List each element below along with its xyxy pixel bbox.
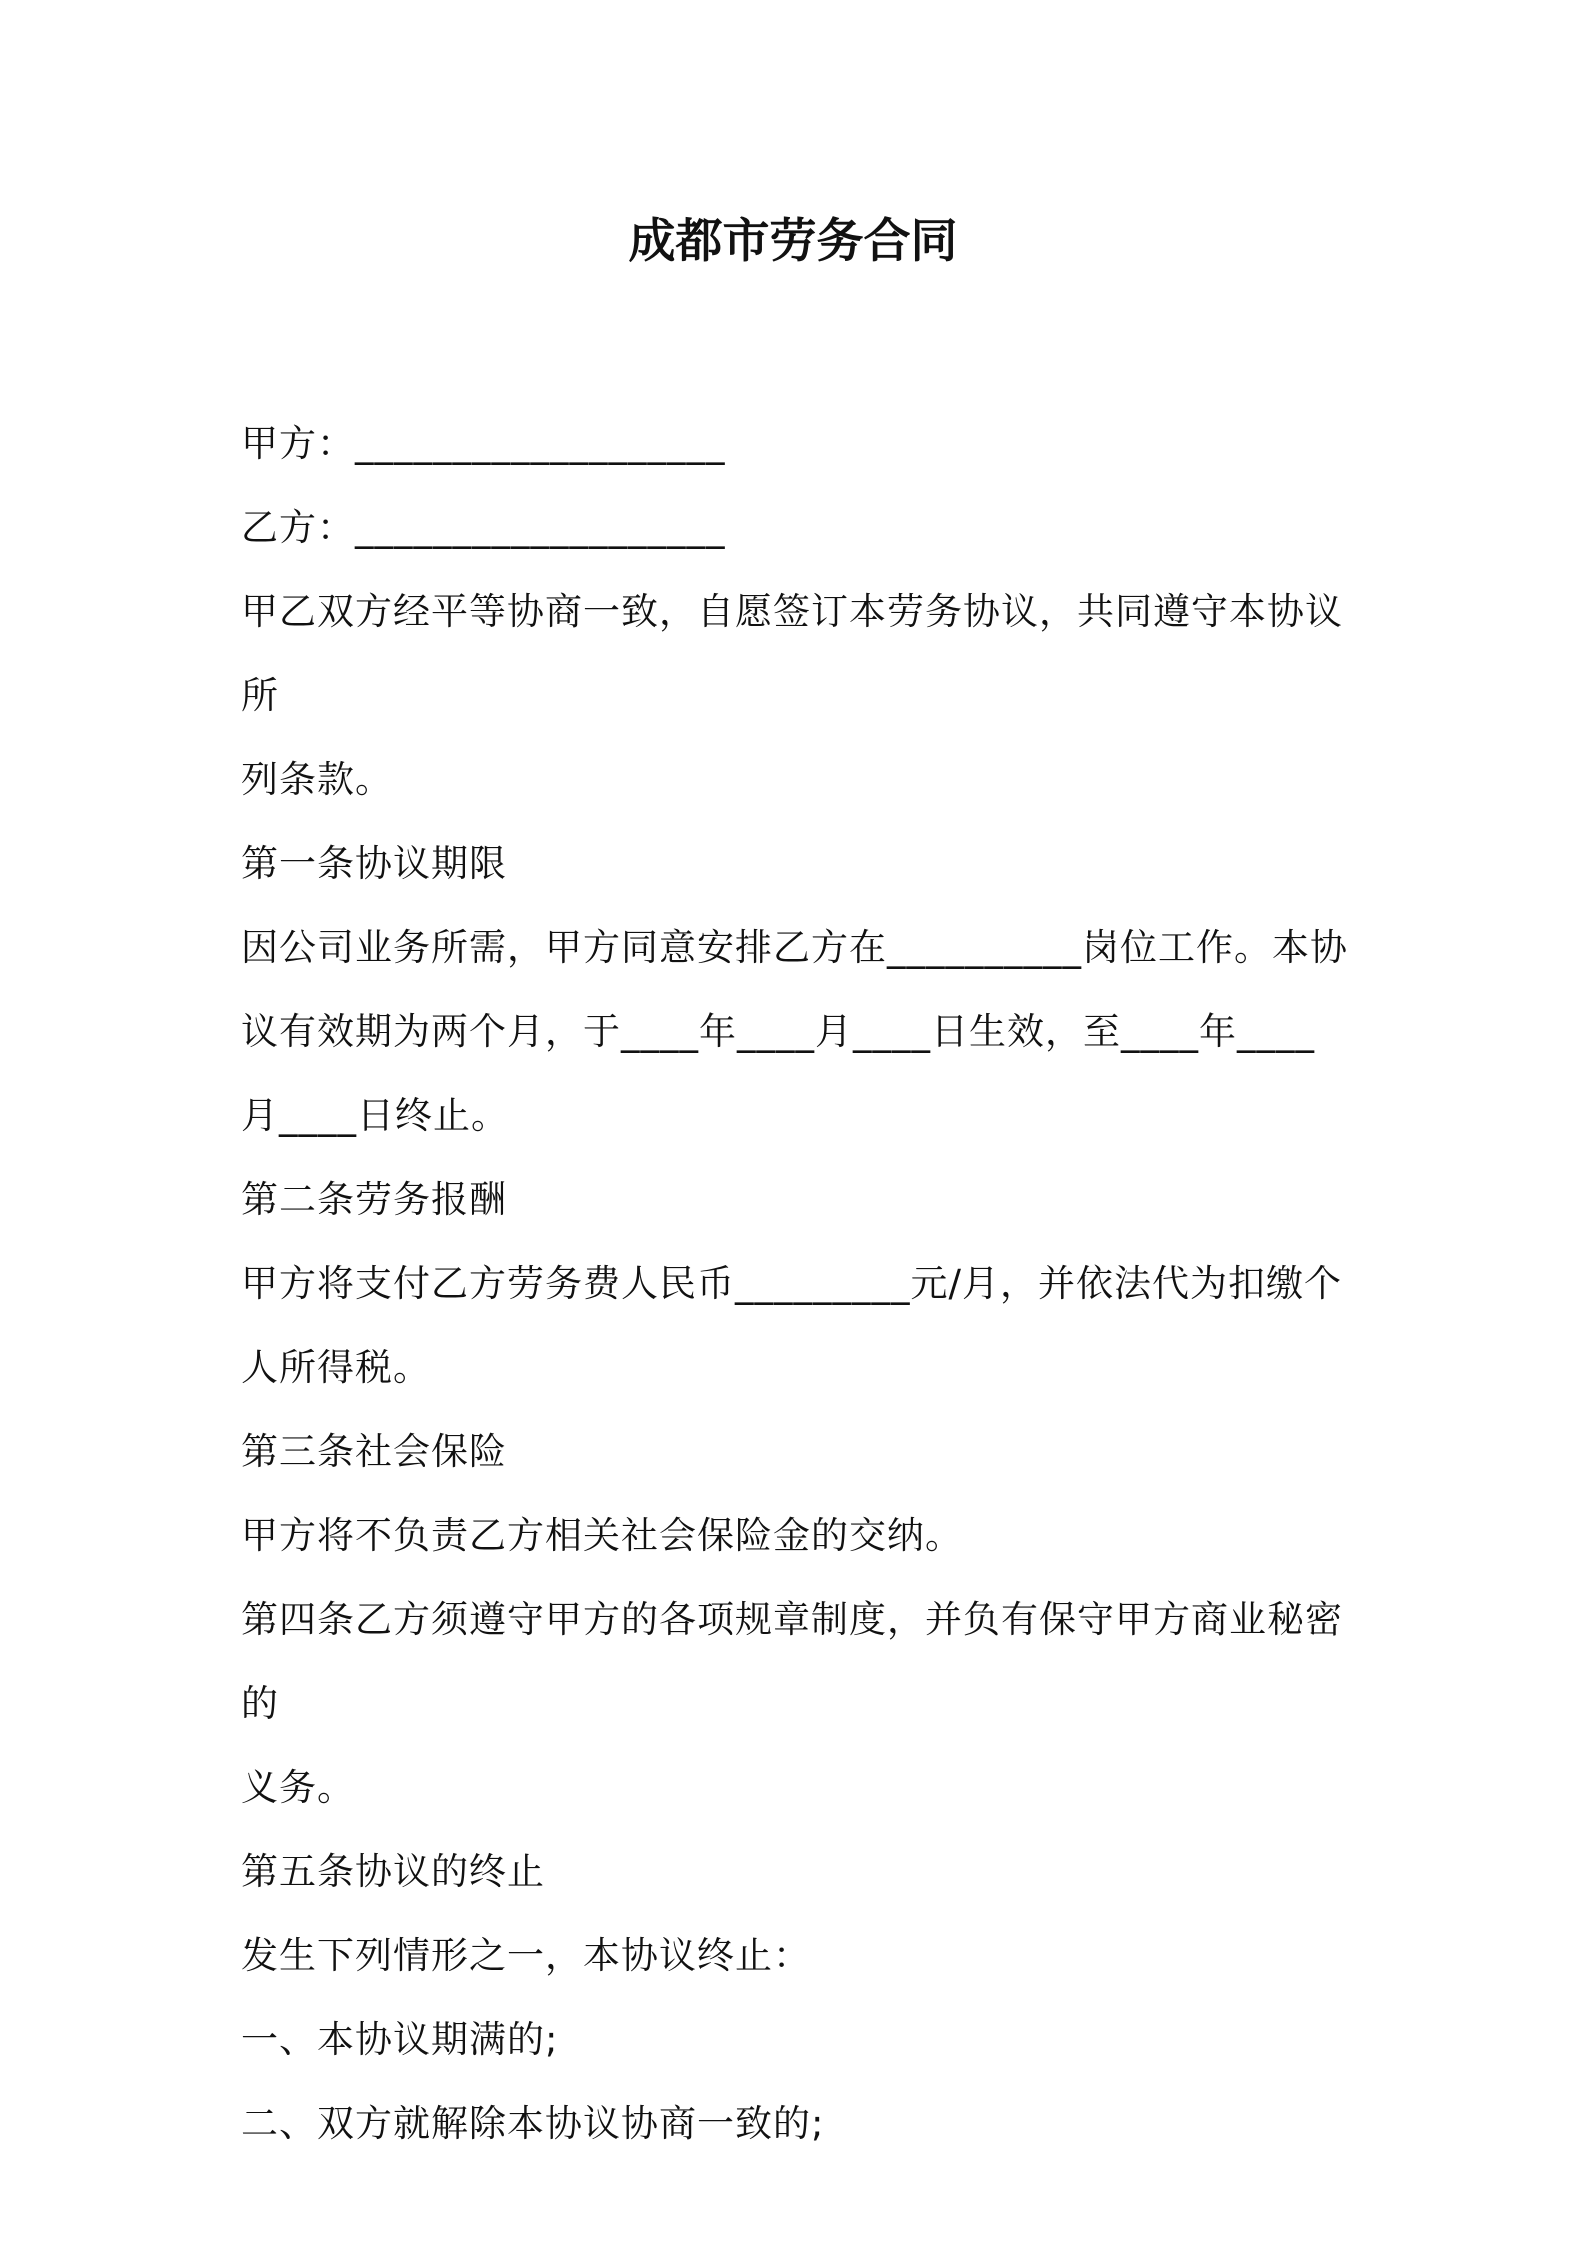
article-1-line-2: 议有效期为两个月，于____年____月____日生效，至____年____ xyxy=(241,1010,1315,1053)
preamble-line-1: 甲乙双方经平等协商一致，自愿签订本劳务协议，共同遵守本协议所 xyxy=(241,590,1343,717)
party-a-line: 甲方：___________________ xyxy=(241,422,726,465)
article-1-heading: 第一条协议期限 xyxy=(241,842,507,885)
article-1-line-3: 月____日终止。 xyxy=(241,1094,509,1137)
article-4-line-2: 义务。 xyxy=(241,1766,355,1809)
article-5-line-1: 发生下列情形之一，本协议终止： xyxy=(241,1934,811,1977)
article-2-heading: 第二条劳务报酬 xyxy=(241,1178,507,1221)
article-2-line-1: 甲方将支付乙方劳务费人民币_________元/月，并依法代为扣缴个 xyxy=(241,1262,1342,1305)
article-1-line-1: 因公司业务所需，甲方同意安排乙方在__________岗位工作。本协 xyxy=(241,926,1348,969)
preamble-line-2: 列条款。 xyxy=(241,758,393,801)
article-4-line-1: 第四条乙方须遵守甲方的各项规章制度，并负有保守甲方商业秘密的 xyxy=(241,1598,1343,1725)
party-b-line: 乙方：___________________ xyxy=(241,506,726,549)
document-title: 成都市劳务合同 xyxy=(628,214,958,269)
article-5-heading: 第五条协议的终止 xyxy=(241,1850,545,1893)
article-5-item-1: 一、本协议期满的; xyxy=(241,2018,559,2061)
article-3-heading: 第三条社会保险 xyxy=(241,1430,507,1473)
article-5-item-2: 二、双方就解除本协议协商一致的; xyxy=(241,2102,825,2145)
article-2-line-2: 人所得税。 xyxy=(241,1346,431,1389)
article-3-line-1: 甲方将不负责乙方相关社会保险金的交纳。 xyxy=(241,1514,963,1557)
document-body xyxy=(241,402,1361,2166)
